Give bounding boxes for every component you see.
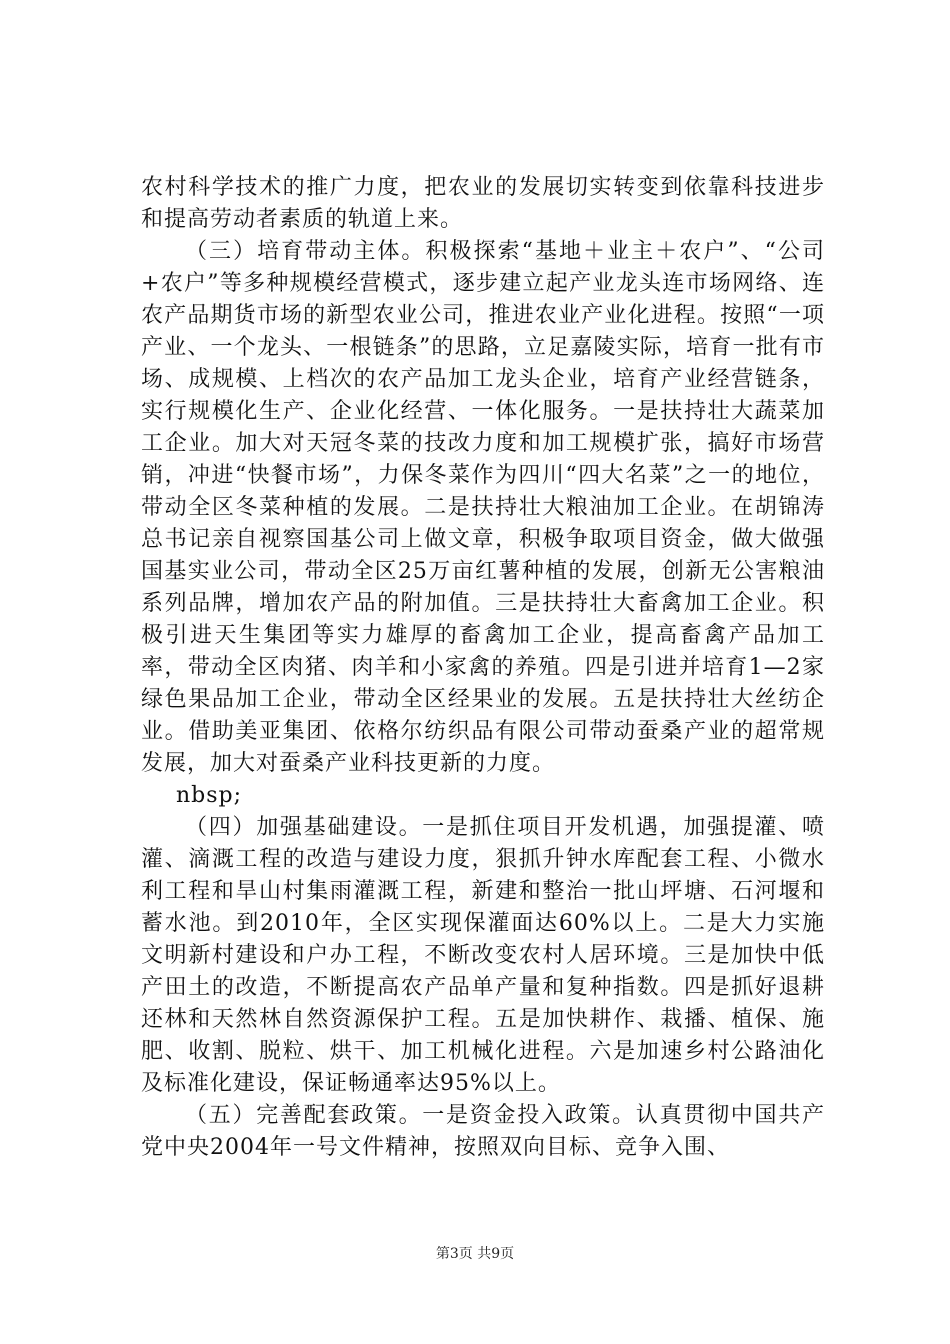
paragraph-section-4: （四）加强基础建设。一是抓住项目开发机遇，加强提灌、喷灌、滴溉工程的改造与建设力度，狠抓升钟水库配套工程、小微水利工程和旱山村集雨灌溉工程，新建和整治一批山坪塘、石河堰和蓄水池。到2010年，全区实现保灌面达60%以上。二是大力实施文明新村建设和户办工程，不断改变农村人居环境。三是加快中低产田土的改造，不断提高农产品单产量和复种指数。四是抓好退耕还林和天然林自然资源保护工程。五是加快耕作、栽播、植保、施肥、收割、脱粒、烘干、加工机械化进程。六是加速乡村公路油化及标准化建设，保证畅通率达95%以上。 (141, 815, 825, 1096)
body-text (141, 172, 825, 1164)
paragraph-continuation: 农村科学技术的推广力度，把农业的发展切实转变到依靠科技进步和提高劳动者素质的轨道上来。 (141, 175, 825, 232)
page-footer: 第3页 共9页 (435, 1246, 515, 1262)
paragraph-nbsp: nbsp; (176, 783, 243, 808)
paragraph-section-5: （五）完善配套政策。一是资金投入政策。认真贯彻中国共产党中央2004年一号文件精神，按照双向目标、竞争入围、 (141, 1103, 825, 1160)
paragraph-section-3: （三）培育带动主体。积极探索“基地＋业主＋农户”、“公司+农户”等多种规模经营模式，逐步建立起产业龙头连市场网络、连农产品期货市场的新型农业公司，推进农业产业化进程。按照“一项产业、一个龙头、一根链条”的思路，立足嘉陵实际，培育一批有市场、成规模、上档次的农产品加工龙头企业，培育产业经营链条，实行规模化生产、企业化经营、一体化服务。一是扶持壮大蔬菜加工企业。加大对天冠冬菜的技改力度和加工规模扩张，搞好市场营销，冲进“快餐市场”，力保冬菜作为四川“四大名菜”之一的地位，带动全区冬菜种植的发展。二是扶持壮大粮油加工企业。在胡锦涛总书记亲自视察国基公司上做文章，积极争取项目资金，做大做强国基实业公司，带动全区25万亩红薯种植的发展，创新无公害粮油系列品牌，增加农产品的附加值。三是扶持壮大畜禽加工企业。积极引进天生集团等实力雄厚的畜禽加工企业，提高畜禽产品加工率，带动全区肉猪、肉羊和小家禽的养殖。四是引进并培育1—2家绿色果品加工企业，带动全区经果业的发展。五是扶持壮大丝纺企业。借助美亚集团、依格尔纺织品有限公司带动蚕桑产业的超常规发展，加大对蚕桑产业科技更新的力度。 (141, 239, 825, 776)
